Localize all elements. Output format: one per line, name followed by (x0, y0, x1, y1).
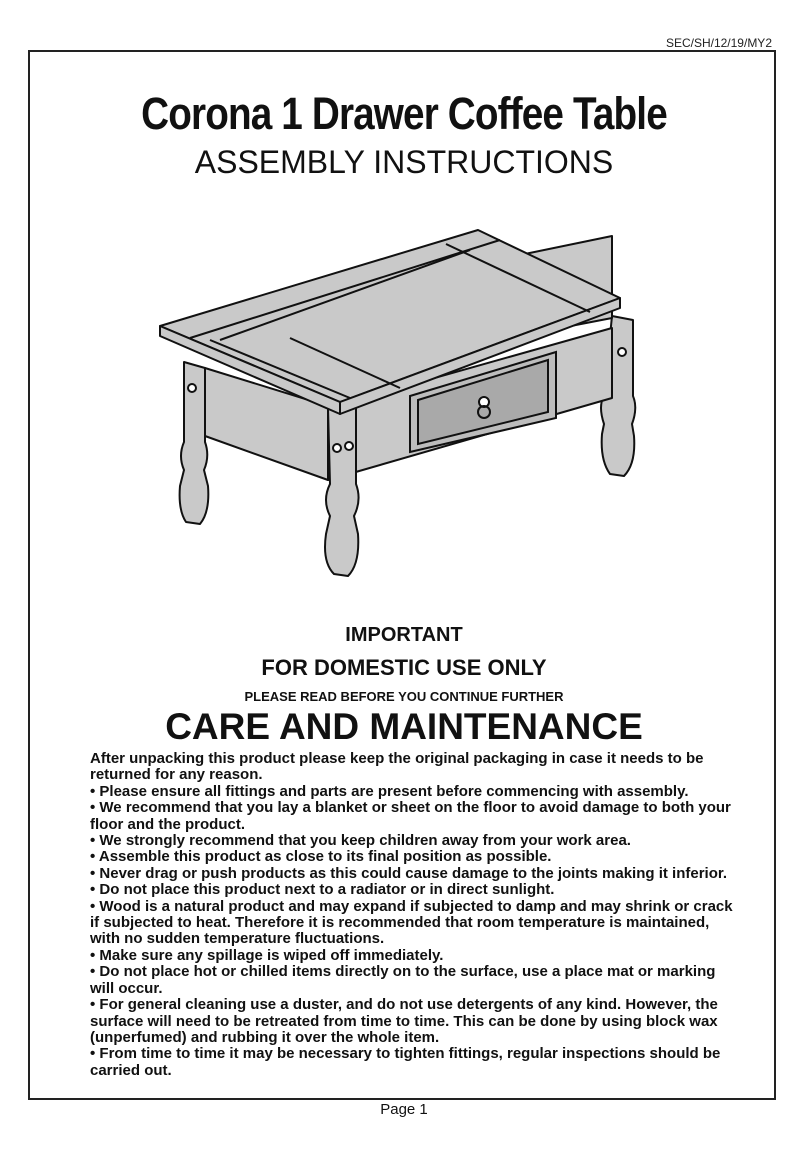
instruction-paragraph: • Never drag or push products as this could cause damage to the joints making it inferior. (90, 864, 728, 882)
instruction-paragraph: • From time to time it may be necessary to tighten fittings, regular inspections should be carried out. (90, 1045, 721, 1079)
please-read-notice: PLEASE READ BEFORE YOU CONTINUE FURTHER (244, 689, 564, 704)
instruction-paragraph: • We strongly recommend that you keep children away from your work area. (90, 832, 631, 850)
instruction-paragraph: • Wood is a natural product and may expand if subjected to damp and may shrink or crack if subjected to heat. Therefore it is recommended that room temperature is maintained, with no sudden temperature fluctuations. (90, 897, 733, 948)
important-heading: IMPORTANT (345, 624, 463, 646)
domestic-use-heading: FOR DOMESTIC USE ONLY (261, 655, 547, 680)
instruction-paragraph: • Do not place hot or chilled items directly on to the surface, use a place mat or marking will occur. (90, 963, 716, 997)
coffee-table-illustration (150, 228, 650, 588)
document-code: SEC/SH/12/19/MY2 (665, 36, 772, 50)
care-maintenance-heading: CARE AND MAINTENANCE (165, 706, 643, 747)
instruction-paragraph: • Please ensure all fittings and parts are present before commencing with assembly. (90, 782, 689, 800)
instruction-paragraph: After unpacking this product please keep the original packaging in case it needs to be returned for any reason. (90, 750, 704, 784)
page-number: Page 1 (380, 1101, 428, 1118)
page-subtitle: ASSEMBLY INSTRUCTIONS (194, 144, 614, 180)
instruction-paragraph: • We recommend that you lay a blanket or sheet on the floor to avoid damage to both your floor and the product. (90, 799, 731, 833)
instruction-paragraph: • For general cleaning use a duster, and do not use detergents of any kind. However, the surface will need to be retreated from time to time. This can be done by using block wax (unperfumed) and rubbing it over the whole item. (90, 996, 718, 1046)
instruction-paragraph: • Make sure any spillage is wiped off immediately. (90, 946, 444, 964)
instruction-paragraph: • Assemble this product as close to its final position as possible. (90, 848, 552, 866)
care-instructions (90, 751, 742, 1079)
instruction-paragraph: • Do not place this product next to a radiator or in direct sunlight. (90, 881, 555, 899)
page-title: Corona 1 Drawer Coffee Table (141, 88, 667, 139)
